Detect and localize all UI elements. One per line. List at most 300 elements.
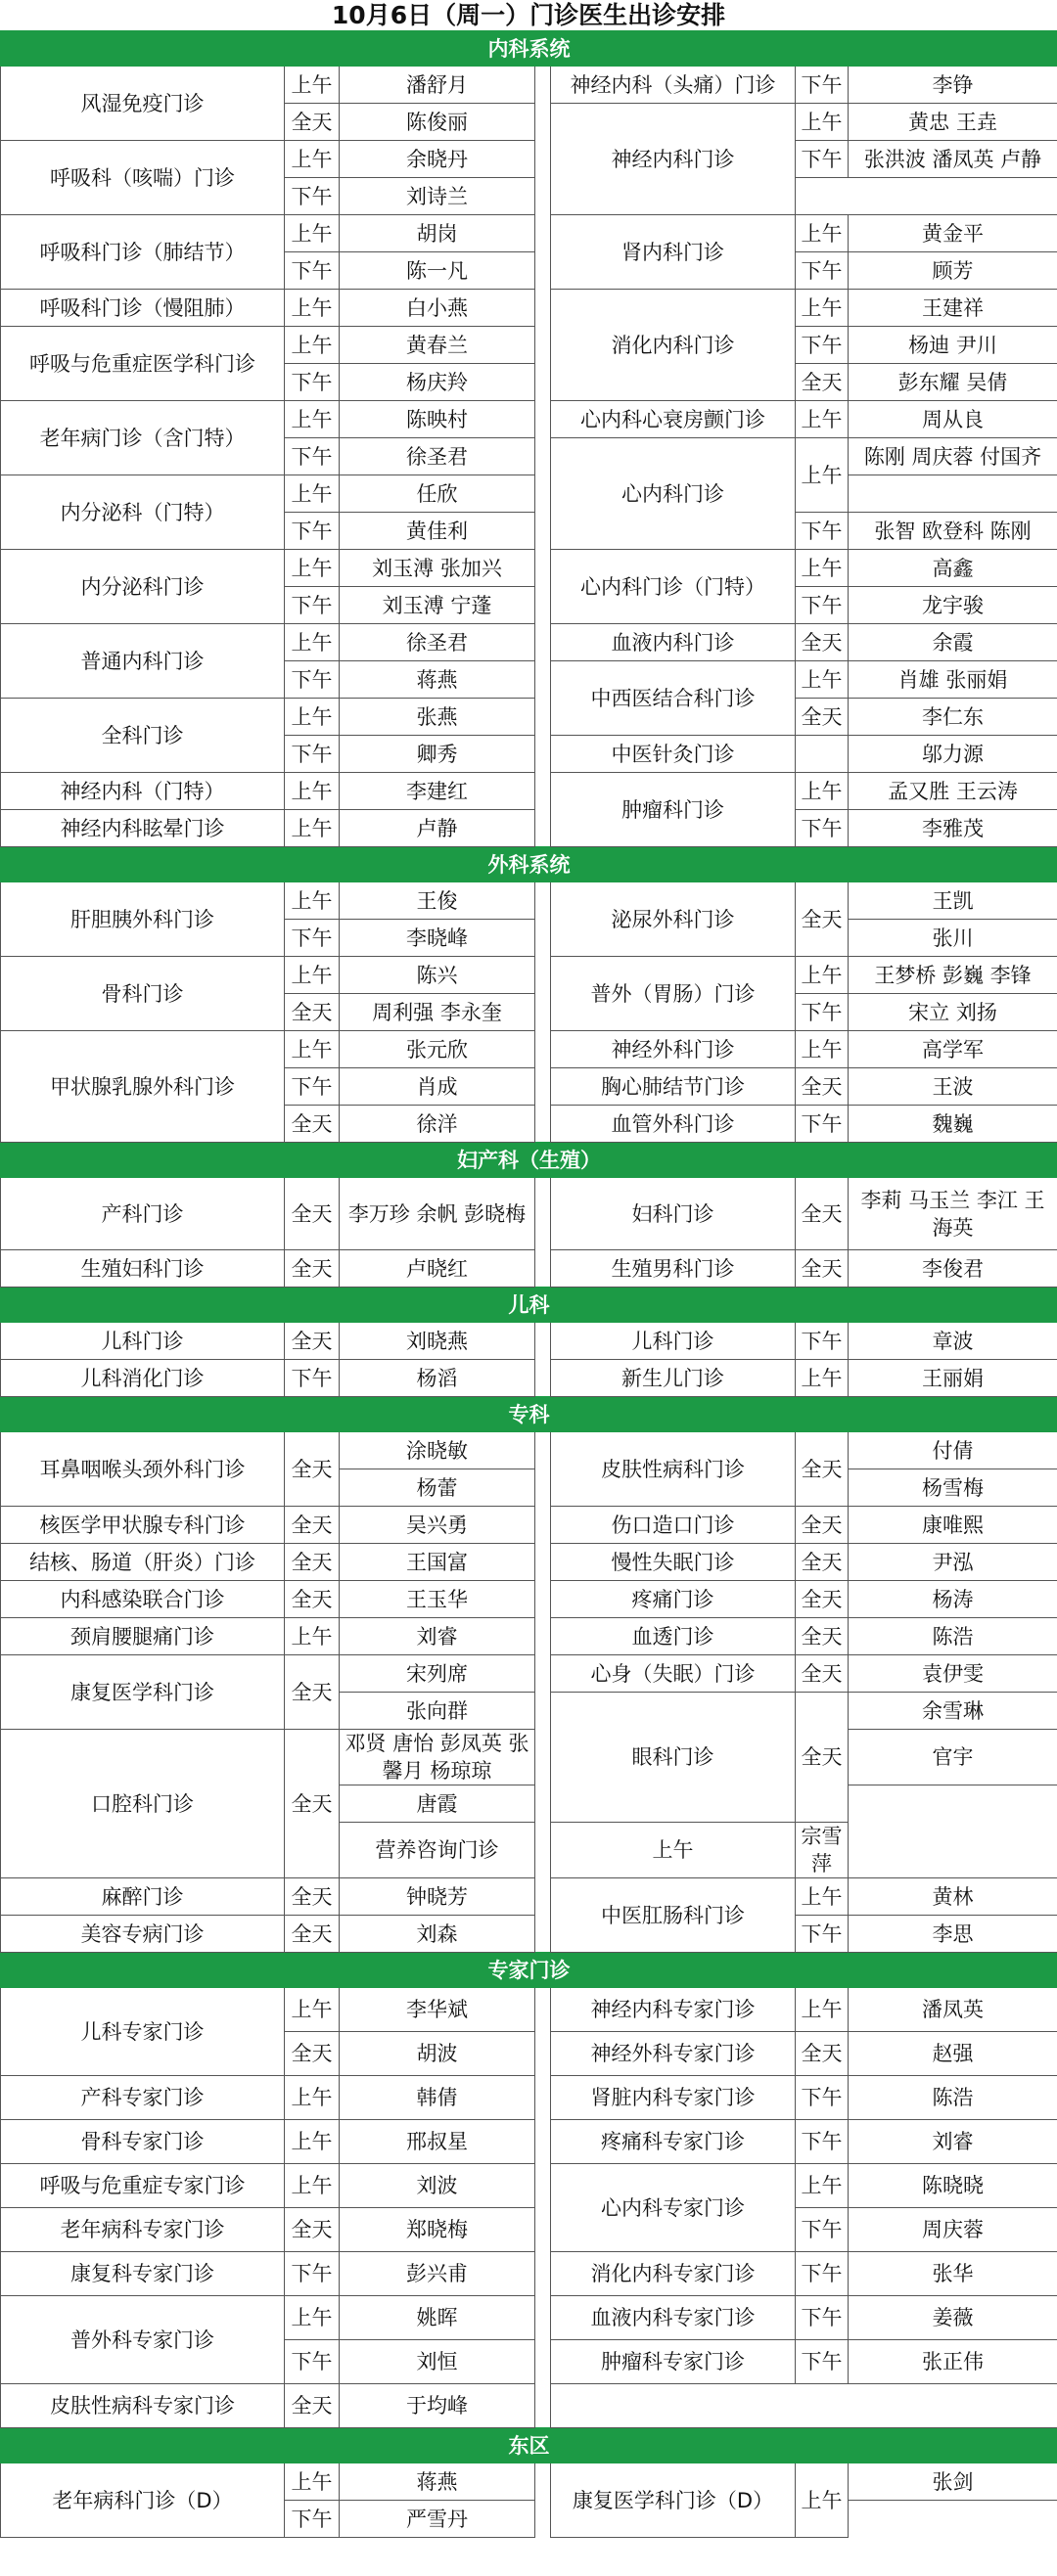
time-slot: 下午 — [285, 252, 340, 290]
table-row — [1, 1988, 1057, 2032]
time-slot: 全天 — [796, 1250, 849, 1288]
doctor-names: 陈一凡 — [340, 252, 535, 290]
table-row — [1, 1432, 1057, 1469]
time-slot: 下午 — [796, 2076, 849, 2120]
time-slot: 全天 — [285, 1432, 340, 1507]
department-name: 骨科专家门诊 — [1, 2120, 285, 2164]
doctor-names: 彭东耀 吴倩 — [849, 364, 1057, 401]
department-name: 肝胆胰外科门诊 — [1, 882, 285, 957]
table-row — [1, 401, 1057, 438]
doctor-names: 陈刚 周庆蓉 付国齐 — [849, 438, 1057, 475]
doctor-names: 李万珍 余帆 彭晓梅 — [340, 1178, 535, 1250]
table-row — [1, 2076, 1057, 2120]
department-name: 新生儿门诊 — [551, 1360, 796, 1397]
time-slot: 下午 — [796, 994, 849, 1031]
department-name: 肿瘤科门诊 — [551, 773, 796, 847]
doctor-names: 唐霞 — [340, 1785, 535, 1823]
table-row — [1, 2463, 1057, 2501]
time-slot: 全天 — [285, 1878, 340, 1916]
doctor-names: 涂晓敏 — [340, 1432, 535, 1469]
column-divider — [535, 1988, 551, 2428]
time-slot: 下午 — [796, 2208, 849, 2252]
time-slot: 上午 — [796, 215, 849, 252]
table-row — [1, 810, 1057, 847]
department-name: 普外（胃肠）门诊 — [551, 957, 796, 1031]
doctor-names: 李雅茂 — [849, 810, 1057, 847]
doctor-names: 严雪丹 — [340, 2501, 535, 2538]
department-name: 呼吸与危重症专家门诊 — [1, 2164, 285, 2208]
doctor-names: 周从良 — [849, 401, 1057, 438]
doctor-names: 高鑫 — [849, 550, 1057, 587]
department-name: 消化内科专家门诊 — [551, 2252, 796, 2296]
doctor-names: 余雪琳 — [849, 1693, 1057, 1730]
time-slot: 全天 — [796, 1618, 849, 1655]
column-divider — [535, 1432, 551, 1953]
time-slot: 全天 — [796, 2032, 849, 2076]
department-name: 神经外科专家门诊 — [551, 2032, 796, 2076]
department-name: 疼痛科专家门诊 — [551, 2120, 796, 2164]
section-header-special — [1, 1397, 1057, 1432]
time-slot: 下午 — [796, 1323, 849, 1360]
time-slot: 上午 — [285, 2296, 340, 2340]
time-slot: 全天 — [796, 1655, 849, 1693]
doctor-names: 尹泓 — [849, 1544, 1057, 1581]
doctor-names: 姜薇 — [849, 2296, 1057, 2340]
doctor-names: 卿秀 — [340, 736, 535, 773]
time-slot: 全天 — [285, 1178, 340, 1250]
time-slot: 全天 — [285, 1323, 340, 1360]
department-name: 呼吸科（咳喘）门诊 — [1, 141, 285, 215]
time-slot: 上午 — [796, 1031, 849, 1068]
department-name: 老年病科专家门诊 — [1, 2208, 285, 2252]
department-name: 呼吸科门诊（慢阻肺） — [1, 290, 285, 327]
doctor-names: 张洪波 潘凤英 卢静 — [849, 141, 1057, 178]
department-name: 慢性失眠门诊 — [551, 1544, 796, 1581]
department-name: 全科门诊 — [1, 699, 285, 773]
time-slot: 上午 — [285, 882, 340, 920]
time-slot: 全天 — [796, 364, 849, 401]
time-slot: 上午 — [796, 290, 849, 327]
time-slot: 上午 — [285, 2120, 340, 2164]
time-slot: 下午 — [285, 364, 340, 401]
department-name: 血液内科门诊 — [551, 624, 796, 661]
doctor-names: 潘舒月 — [340, 67, 535, 104]
department-name: 神经内科门诊 — [551, 104, 796, 215]
column-divider — [535, 1323, 551, 1397]
time-slot: 全天 — [796, 1544, 849, 1581]
time-slot: 上午 — [796, 1988, 849, 2032]
time-slot: 全天 — [796, 1693, 849, 1823]
time-slot: 下午 — [285, 587, 340, 624]
table-row — [1, 1655, 1057, 1693]
time-slot: 上午 — [285, 699, 340, 736]
doctor-names: 黄忠 王垚 — [849, 104, 1057, 141]
department-name: 骨科门诊 — [1, 957, 285, 1031]
doctor-names: 钟晓芳 — [340, 1878, 535, 1916]
doctor-names: 张川 — [849, 920, 1057, 957]
doctor-names: 宋立 刘扬 — [849, 994, 1057, 1031]
department-name: 核医学甲状腺专科门诊 — [1, 1507, 285, 1544]
doctor-names: 李建红 — [340, 773, 535, 810]
section-title: 妇产科（生殖） — [1, 1143, 1057, 1178]
doctor-names: 官宇 — [849, 1730, 1057, 1785]
table-row — [1, 550, 1057, 587]
time-slot: 上午 — [285, 1618, 340, 1655]
doctor-names: 王波 — [849, 1068, 1057, 1106]
time-slot: 上午 — [285, 327, 340, 364]
doctor-names: 陈俊丽 — [340, 104, 535, 141]
time-slot: 下午 — [796, 2252, 849, 2296]
time-slot: 全天 — [285, 1106, 340, 1143]
doctor-names: 王梦桥 彭巍 李锋 — [849, 957, 1057, 994]
doctor-names: 杨雪梅 — [849, 1469, 1057, 1507]
table-row — [1, 2384, 1057, 2428]
section-title: 内科系统 — [1, 31, 1057, 67]
time-slot: 下午 — [285, 513, 340, 550]
department-name: 心内科门诊（门特） — [551, 550, 796, 624]
time-slot: 上午 — [796, 104, 849, 141]
department-name: 心内科心衰房颤门诊 — [551, 401, 796, 438]
doctor-names: 龙宇骏 — [849, 587, 1057, 624]
department-name: 心身（失眠）门诊 — [551, 1655, 796, 1693]
doctor-names: 胡波 — [340, 2032, 535, 2076]
department-name: 康复科专家门诊 — [1, 2252, 285, 2296]
department-name: 普外科专家门诊 — [1, 2296, 285, 2384]
doctor-names: 刘玉溥 张加兴 — [340, 550, 535, 587]
department-name: 血管外科门诊 — [551, 1106, 796, 1143]
time-slot: 上午 — [285, 624, 340, 661]
department-name: 内分泌科门诊 — [1, 550, 285, 624]
time-slot: 下午 — [796, 1106, 849, 1143]
department-name: 中西医结合科门诊 — [551, 661, 796, 736]
doctor-names: 陈浩 — [849, 1618, 1057, 1655]
doctor-names: 黄林 — [849, 1878, 1057, 1916]
time-slot: 全天 — [285, 104, 340, 141]
doctor-names: 白小燕 — [340, 290, 535, 327]
doctor-names: 陈晓晓 — [849, 2164, 1057, 2208]
doctor-names: 张向群 — [340, 1693, 535, 1730]
doctor-names: 李铮 — [849, 67, 1057, 104]
doctor-names: 姚晖 — [340, 2296, 535, 2340]
doctor-names: 康唯熙 — [849, 1507, 1057, 1544]
section-header-internal — [1, 31, 1057, 67]
section-title: 东区 — [1, 2428, 1057, 2463]
time-slot: 上午 — [285, 1988, 340, 2032]
doctor-names: 李晓峰 — [340, 920, 535, 957]
time-slot: 上午 — [285, 141, 340, 178]
time-slot: 下午 — [285, 2501, 340, 2538]
time-slot: 上午 — [796, 2164, 849, 2208]
time-slot: 上午 — [285, 290, 340, 327]
time-slot: 下午 — [285, 178, 340, 215]
doctor-names: 李思 — [849, 1916, 1057, 1953]
doctor-names: 黄金平 — [849, 215, 1057, 252]
table-row — [1, 1178, 1057, 1250]
doctor-names: 韩倩 — [340, 2076, 535, 2120]
time-slot: 上午 — [285, 2164, 340, 2208]
department-name: 中医肛肠科门诊 — [551, 1878, 796, 1953]
time-slot: 全天 — [796, 624, 849, 661]
time-slot: 全天 — [796, 1178, 849, 1250]
table-row — [1, 475, 1057, 513]
table-row — [1, 2296, 1057, 2340]
time-slot: 上午 — [796, 550, 849, 587]
time-slot: 上午 — [796, 661, 849, 699]
doctor-names: 刘睿 — [340, 1618, 535, 1655]
time-slot: 全天 — [285, 1507, 340, 1544]
doctor-names: 陈浩 — [849, 2076, 1057, 2120]
table-row — [1, 67, 1057, 104]
time-slot: 全天 — [285, 1581, 340, 1618]
department-name: 呼吸与危重症医学科门诊 — [1, 327, 285, 401]
time-slot: 上午 — [285, 475, 340, 513]
doctor-names: 徐圣君 — [340, 438, 535, 475]
schedule-body — [1, 31, 1057, 2538]
time-slot: 下午 — [285, 2252, 340, 2296]
table-row — [1, 290, 1057, 327]
time-slot: 下午 — [796, 2340, 849, 2384]
table-row — [1, 624, 1057, 661]
section-title: 专科 — [1, 1397, 1057, 1432]
time-slot: 全天 — [796, 699, 849, 736]
doctor-names: 王国富 — [340, 1544, 535, 1581]
table-row — [1, 1507, 1057, 1544]
doctor-names: 张燕 — [340, 699, 535, 736]
doctor-names: 李莉 马玉兰 李江 王海英 — [849, 1178, 1057, 1250]
doctor-names: 高学军 — [849, 1031, 1057, 1068]
doctor-names: 张元欣 — [340, 1031, 535, 1068]
time-slot: 上午 — [796, 773, 849, 810]
department-name: 美容专病门诊 — [1, 1916, 285, 1953]
department-name: 肾脏内科专家门诊 — [551, 2076, 796, 2120]
doctor-names: 邬力源 — [849, 736, 1057, 773]
doctor-names: 杨迪 尹川 — [849, 327, 1057, 364]
time-slot: 下午 — [796, 587, 849, 624]
department-name: 内科感染联合门诊 — [1, 1581, 285, 1618]
doctor-names: 于均峰 — [340, 2384, 535, 2428]
time-slot: 全天 — [285, 1250, 340, 1288]
table-row — [1, 1544, 1057, 1581]
time-slot: 全天 — [285, 1655, 340, 1730]
department-name: 呼吸科门诊（肺结节） — [1, 215, 285, 290]
time-slot: 上午 — [285, 67, 340, 104]
time-slot: 全天 — [285, 1544, 340, 1581]
department-name: 康复医学科门诊 — [1, 1655, 285, 1730]
column-divider — [535, 882, 551, 1143]
doctor-names: 任欣 — [340, 475, 535, 513]
department-name: 结核、肠道（肝炎）门诊 — [1, 1544, 285, 1581]
doctor-names: 刘睿 — [849, 2120, 1057, 2164]
doctor-names: 潘凤英 — [849, 1988, 1057, 2032]
section-header-surgery — [1, 847, 1057, 882]
time-slot: 下午 — [285, 1360, 340, 1397]
time-slot: 上午 — [285, 957, 340, 994]
department-name: 消化内科门诊 — [551, 290, 796, 401]
time-slot: 全天 — [285, 2032, 340, 2076]
department-name: 神经外科门诊 — [551, 1031, 796, 1068]
doctor-names: 宗雪萍 — [796, 1823, 849, 1878]
time-slot: 下午 — [285, 920, 340, 957]
department-name: 儿科门诊 — [551, 1323, 796, 1360]
doctor-names: 王俊 — [340, 882, 535, 920]
department-name: 颈肩腰腿痛门诊 — [1, 1618, 285, 1655]
table-row — [1, 1618, 1057, 1655]
doctor-names: 杨滔 — [340, 1360, 535, 1397]
table-row — [1, 1730, 1057, 1785]
department-name: 产科专家门诊 — [1, 2076, 285, 2120]
doctor-names: 王丽娟 — [849, 1360, 1057, 1397]
department-name: 皮肤性病科门诊 — [551, 1432, 796, 1507]
department-name: 眼科门诊 — [551, 1693, 796, 1823]
time-slot: 下午 — [796, 513, 849, 550]
time-slot: 全天 — [796, 1068, 849, 1106]
doctor-names: 袁伊雯 — [849, 1655, 1057, 1693]
time-slot: 上午 — [796, 2463, 849, 2538]
time-slot: 全天 — [796, 882, 849, 957]
time-slot: 上午 — [285, 1031, 340, 1068]
time-slot: 上午 — [796, 1360, 849, 1397]
time-slot: 下午 — [285, 2340, 340, 2384]
time-slot: 全天 — [285, 994, 340, 1031]
time-slot: 下午 — [796, 141, 849, 178]
section-title: 外科系统 — [1, 847, 1057, 882]
time-slot: 上午 — [285, 550, 340, 587]
doctor-names: 张智 欧登科 陈刚 — [849, 513, 1057, 550]
doctor-names: 宋列席 — [340, 1655, 535, 1693]
doctor-names: 刘晓燕 — [340, 1323, 535, 1360]
doctor-names: 徐洋 — [340, 1106, 535, 1143]
doctor-names: 刘诗兰 — [340, 178, 535, 215]
table-row — [1, 957, 1057, 994]
department-name: 口腔科门诊 — [1, 1730, 285, 1878]
department-name: 儿科专家门诊 — [1, 1988, 285, 2076]
table-row — [1, 773, 1057, 810]
doctor-names: 周庆蓉 — [849, 2208, 1057, 2252]
time-slot: 下午 — [285, 661, 340, 699]
table-row — [1, 699, 1057, 736]
doctor-names: 张华 — [849, 2252, 1057, 2296]
department-name: 肿瘤科专家门诊 — [551, 2340, 796, 2384]
time-slot: 下午 — [796, 252, 849, 290]
doctor-names: 黄春兰 — [340, 327, 535, 364]
doctor-names: 陈兴 — [340, 957, 535, 994]
time-slot: 上午 — [285, 401, 340, 438]
department-name: 泌尿外科门诊 — [551, 882, 796, 957]
doctor-names: 章波 — [849, 1323, 1057, 1360]
doctor-names: 王凯 — [849, 882, 1057, 920]
doctor-names: 杨蕾 — [340, 1469, 535, 1507]
department-name: 耳鼻咽喉头颈外科门诊 — [1, 1432, 285, 1507]
table-row — [1, 1323, 1057, 1360]
doctor-names: 蒋燕 — [340, 2463, 535, 2501]
doctor-names: 吴兴勇 — [340, 1507, 535, 1544]
table-row — [1, 1031, 1057, 1068]
department-name: 血液内科专家门诊 — [551, 2296, 796, 2340]
time-slot: 下午 — [796, 810, 849, 847]
table-row — [1, 2120, 1057, 2164]
time-slot: 全天 — [796, 1581, 849, 1618]
doctor-names: 顾芳 — [849, 252, 1057, 290]
department-name: 康复医学科门诊（D） — [551, 2463, 796, 2538]
time-slot: 下午 — [796, 327, 849, 364]
department-name: 妇科门诊 — [551, 1178, 796, 1250]
doctor-names: 杨庆羚 — [340, 364, 535, 401]
department-name: 肾内科门诊 — [551, 215, 796, 290]
table-row — [1, 2164, 1057, 2208]
time-slot: 上午 — [796, 438, 849, 513]
time-slot: 上午 — [796, 401, 849, 438]
time-slot: 上午 — [551, 1823, 796, 1878]
section-header-obgyn — [1, 1143, 1057, 1178]
doctor-names: 蒋燕 — [340, 661, 535, 699]
doctor-names: 余晓丹 — [340, 141, 535, 178]
page-title: 10月6日（周一）门诊医生出诊安排 — [331, 1, 726, 29]
section-title: 儿科 — [1, 1288, 1057, 1323]
doctor-names: 杨涛 — [849, 1581, 1057, 1618]
department-name: 皮肤性病科专家门诊 — [1, 2384, 285, 2428]
doctor-names: 卢静 — [340, 810, 535, 847]
time-slot: 上午 — [285, 773, 340, 810]
time-slot: 下午 — [796, 1916, 849, 1953]
doctor-names: 赵强 — [849, 2032, 1057, 2076]
doctor-names: 刘恒 — [340, 2340, 535, 2384]
table-row — [1, 1581, 1057, 1618]
time-slot: 下午 — [285, 1068, 340, 1106]
doctor-names: 李华斌 — [340, 1988, 535, 2032]
department-name: 心内科专家门诊 — [551, 2164, 796, 2252]
section-header-peds — [1, 1288, 1057, 1323]
time-slot: 下午 — [796, 2296, 849, 2340]
time-slot — [796, 736, 849, 773]
department-name: 血透门诊 — [551, 1618, 796, 1655]
column-divider — [535, 67, 551, 847]
department-name: 神经内科（头痛）门诊 — [551, 67, 796, 104]
time-slot: 上午 — [285, 2463, 340, 2501]
schedule-table — [0, 30, 1057, 2538]
doctor-names: 肖雄 张丽娟 — [849, 661, 1057, 699]
department-name: 伤口造口门诊 — [551, 1507, 796, 1544]
table-row — [1, 1916, 1057, 1953]
doctor-names: 周利强 李永奎 — [340, 994, 535, 1031]
doctor-names: 邓贤 唐怡 彭凤英 张馨月 杨琼琼 — [340, 1730, 535, 1785]
doctor-names: 黄佳利 — [340, 513, 535, 550]
column-divider — [535, 1178, 551, 1288]
time-slot: 上午 — [285, 2076, 340, 2120]
column-divider — [535, 2463, 551, 2538]
doctor-names: 肖成 — [340, 1068, 535, 1106]
table-row — [1, 1878, 1057, 1916]
time-slot: 全天 — [285, 1916, 340, 1953]
doctor-names: 陈映村 — [340, 401, 535, 438]
time-slot: 上午 — [796, 957, 849, 994]
department-name: 内分泌科（门特） — [1, 475, 285, 550]
table-row — [1, 882, 1057, 920]
table-row — [1, 141, 1057, 178]
department-name: 儿科消化门诊 — [1, 1360, 285, 1397]
time-slot: 下午 — [285, 438, 340, 475]
time-slot: 下午 — [796, 2120, 849, 2164]
time-slot: 上午 — [285, 810, 340, 847]
doctor-names: 魏巍 — [849, 1106, 1057, 1143]
doctor-names: 徐圣君 — [340, 624, 535, 661]
doctor-names: 孟又胜 王云涛 — [849, 773, 1057, 810]
empty-cell — [551, 2384, 1057, 2428]
department-name: 老年病门诊（含门特） — [1, 401, 285, 475]
department-name: 产科门诊 — [1, 1178, 285, 1250]
doctor-names: 王建祥 — [849, 290, 1057, 327]
department-name: 生殖男科门诊 — [551, 1250, 796, 1288]
department-name: 神经内科专家门诊 — [551, 1988, 796, 2032]
